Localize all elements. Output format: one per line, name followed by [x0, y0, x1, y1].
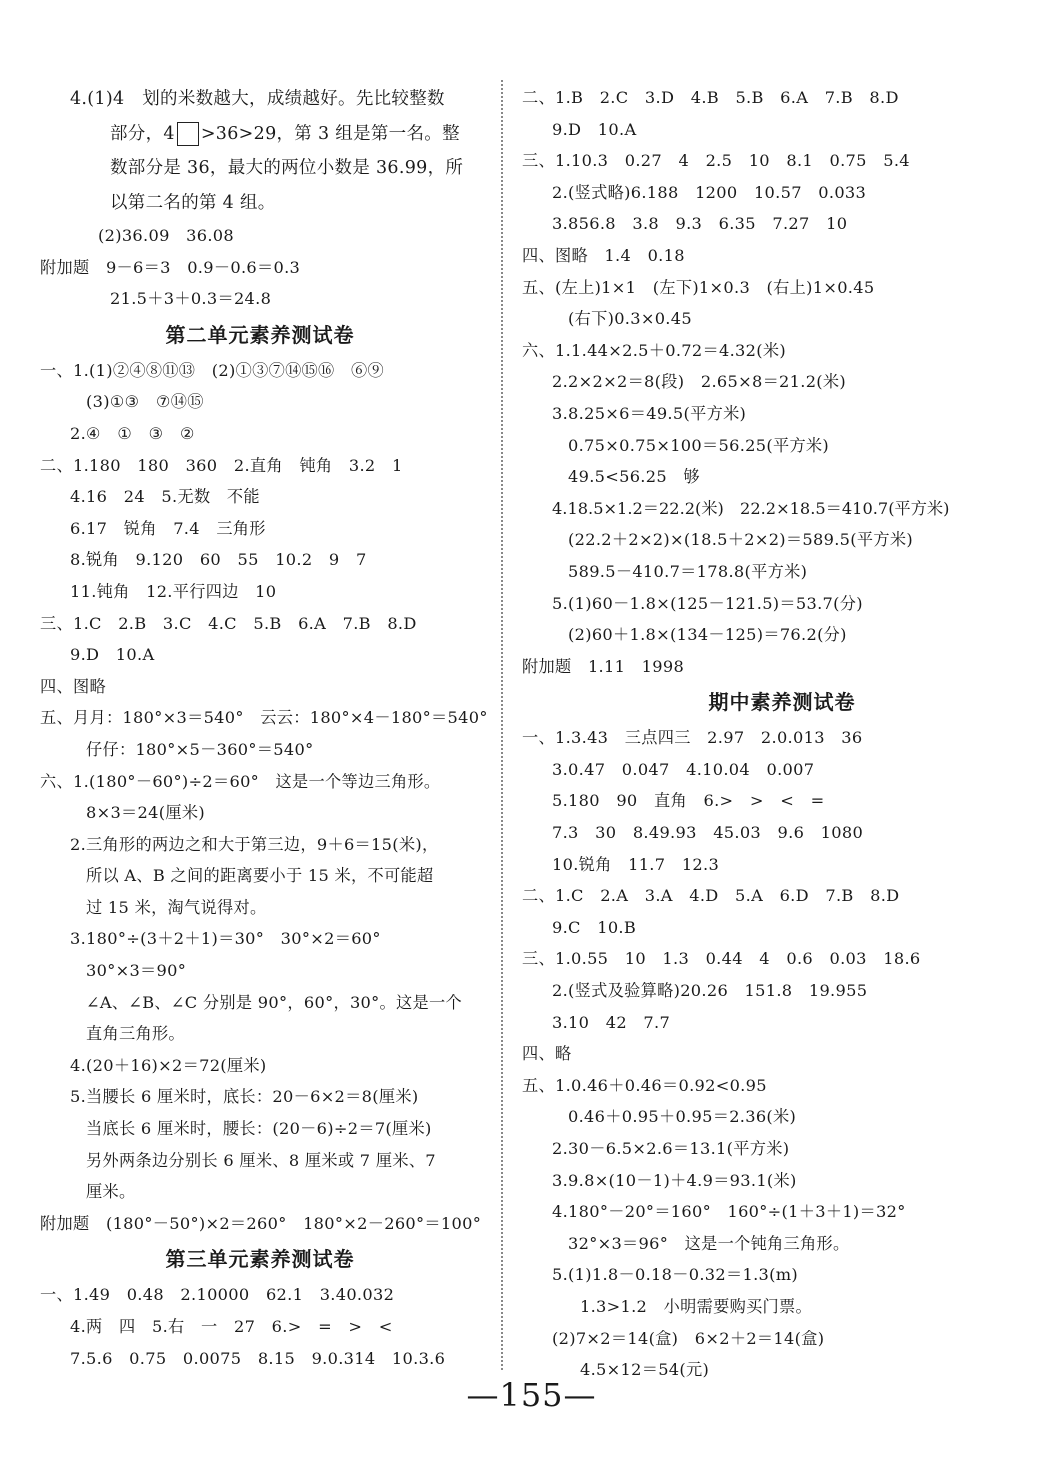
- answer-line: 32°×3＝96° 这是一个钝角三角形。: [568, 1233, 850, 1253]
- answer-line: 2.④ ① ③ ②: [70, 423, 195, 443]
- answer-line: (2)7×2＝14(盒) 6×2＋2＝14(盒): [552, 1328, 825, 1348]
- answer-line: 过 15 米，淘气说得对。: [86, 897, 267, 917]
- answer-line: 附加题 1.11 1998: [522, 656, 685, 676]
- left-column: [40, 82, 488, 1374]
- answer-line: 四、图略: [40, 676, 106, 696]
- answer-text: >36>29，第 3 组是第一名。整: [200, 123, 460, 144]
- answer-line: 49.5<56.25 够: [568, 467, 700, 487]
- answer-line: 五、(左上)1×1 (左下)1×0.3 (右上)1×0.45: [522, 277, 875, 297]
- answer-line: 五、1.0.46＋0.46＝0.92<0.95: [522, 1075, 767, 1095]
- section-title: 期中素养测试卷: [708, 690, 856, 715]
- answer-line: 30°×3＝90°: [86, 961, 187, 981]
- answer-line: 4.18.5×1.2＝22.2(米) 22.2×18.5＝410.7(平方米): [552, 498, 950, 518]
- answer-line: 2.2×2×2＝8(段) 2.65×8＝21.2(米): [552, 372, 847, 392]
- answer-line: 三、1.10.3 0.27 4 2.5 10 8.1 0.75 5.4: [522, 151, 910, 171]
- column-divider: [501, 80, 503, 1370]
- answer-line: 8.锐角 9.120 60 55 10.2 9 7: [70, 550, 367, 570]
- answer-line: 仔仔：180°×5－360°＝540°: [86, 739, 314, 759]
- answer-line: 一、1.(1)②④⑧⑪⑬ (2)①③⑦⑭⑮⑯ ⑥⑨: [40, 360, 384, 380]
- answer-line: (右下)0.3×0.45: [568, 309, 692, 329]
- answer-line: 2.(竖式略)6.188 1200 10.57 0.033: [552, 182, 867, 202]
- answer-line: 5.(1)1.8－0.18－0.32＝1.3(m): [552, 1265, 798, 1285]
- answer-line: 四、略: [522, 1044, 572, 1064]
- answer-line: (22.2＋2×2)×(18.5＋2×2)＝589.5(平方米): [568, 530, 913, 550]
- answer-line: 4.5×12＝54(元): [580, 1360, 710, 1380]
- answer-line: 3.180°÷(3＋2＋1)＝30° 30°×2＝60°: [70, 929, 381, 949]
- answer-line: 21.5＋3＋0.3＝24.8: [110, 289, 272, 309]
- answer-line: 4.180°－20°＝160° 160°÷(1＋3＋1)＝32°: [552, 1202, 906, 1222]
- answer-line: (2)60＋1.8×(134－125)＝76.2(分): [568, 625, 847, 645]
- answer-text: 部分，4: [110, 123, 175, 144]
- answer-line: 4.两 四 5.右 一 27 6.> = > <: [70, 1317, 393, 1336]
- answer-line: 2.30－6.5×2.6＝13.1(平方米): [552, 1139, 790, 1158]
- answer-line: 1.3>1.2 小明需要购买门票。: [580, 1296, 813, 1316]
- answer-line: 589.5－410.7＝178.8(平方米): [568, 561, 808, 581]
- section-title: 第三单元素养测试卷: [165, 1247, 355, 1272]
- answer-line: 9.D 10.A: [552, 119, 637, 139]
- answer-line: 2.(竖式及验算略)20.26 151.8 19.955: [552, 981, 868, 1001]
- answer-line: 2.三角形的两边之和大于第三边，9＋6＝15(米)，: [70, 834, 439, 854]
- answer-line: 7.3 30 8.49.93 45.03 9.6 1080: [552, 823, 864, 843]
- answer-line: 六、1.(180°－60°)÷2＝60° 这是一个等边三角形。: [40, 771, 441, 791]
- answer-line: 3.8.25×6＝49.5(平方米): [552, 403, 747, 423]
- answer-line: 二、1.B 2.C 3.D 4.B 5.B 6.A 7.B 8.D: [522, 88, 899, 107]
- answer-line: 3.10 42 7.7: [552, 1012, 671, 1032]
- answer-line: 3.9.8×(10－1)＋4.9＝93.1(米): [552, 1170, 797, 1190]
- answer-line: 三、1.C 2.B 3.C 4.C 5.B 6.A 7.B 8.D: [40, 613, 417, 633]
- answer-line: 10.锐角 11.7 12.3: [552, 854, 720, 874]
- answer-line: 六、1.1.44×2.5＋0.72＝4.32(米): [522, 340, 786, 360]
- answer-line: 6.17 锐角 7.4 三角形: [70, 518, 266, 538]
- answer-line: 所以 A、B 之间的距离要小于 15 米，不可能超: [86, 866, 434, 886]
- answer-line: 5.180 90 直角 6.> > < =: [552, 791, 825, 811]
- answer-line: 3.856.8 3.8 9.3 6.35 7.27 10: [552, 214, 848, 234]
- answer-line: 四、图略 1.4 0.18: [522, 245, 685, 265]
- blank-box: [177, 122, 199, 146]
- answer-line: 二、1.C 2.A 3.A 4.D 5.A 6.D 7.B 8.D: [522, 886, 900, 906]
- answer-line: 一、1.49 0.48 2.10000 62.1 3.40.032: [40, 1285, 395, 1305]
- answer-line: (2)36.09 36.08: [98, 226, 234, 245]
- page-number: —155—: [466, 1376, 597, 1414]
- answer-line: 直角三角形。: [86, 1024, 185, 1044]
- answer-line: 0.46＋0.95＋0.95＝2.36(米): [568, 1107, 797, 1127]
- answer-line: 厘米。: [86, 1182, 136, 1202]
- answer-line: 当底长 6 厘米时，腰长：(20－6)÷2＝7(厘米): [86, 1119, 432, 1139]
- answer-line: 0.75×0.75×100＝56.25(平方米): [568, 435, 830, 455]
- answer-line: 11.钝角 12.平行四边 10: [70, 581, 277, 601]
- answer-line: [40, 117, 480, 152]
- answer-line: 4.(1)4 划的米数越大，成绩越好。先比较整数: [70, 89, 445, 109]
- answer-line: 附加题 (180°－50°)×2＝260° 180°×2－260°＝100°: [40, 1213, 482, 1233]
- answer-line: 一、1.3.43 三点四三 2.97 2.0.013 36: [522, 728, 863, 748]
- answer-line: 附加题 9－6＝3 0.9－0.6＝0.3: [40, 257, 301, 277]
- answer-line: 9.D 10.A: [70, 645, 155, 665]
- answer-line: 数部分是 36，最大的两位小数是 36.99，所: [110, 158, 464, 178]
- section-title: 第二单元素养测试卷: [165, 322, 355, 347]
- answer-line: 另外两条边分别长 6 厘米、8 厘米或 7 厘米、7: [86, 1150, 436, 1170]
- answer-line: 4.16 24 5.无数 不能: [70, 487, 260, 507]
- answer-line: 3.0.47 0.047 4.10.04 0.007: [552, 759, 815, 779]
- answer-line: 5.当腰长 6 厘米时，底长：20－6×2＝8(厘米): [70, 1087, 419, 1107]
- answer-line: 以第二名的第 4 组。: [110, 192, 276, 213]
- answer-line: (3)①③ ⑦⑭⑮: [86, 392, 204, 412]
- right-column: [522, 82, 1042, 1386]
- answer-line: 8×3＝24(厘米): [86, 803, 205, 823]
- answer-line: 9.C 10.B: [552, 917, 637, 937]
- answer-line: 二、1.180 180 360 2.直角 钝角 3.2 1: [40, 455, 403, 475]
- answer-line: ∠A、∠B、∠C 分别是 90°，60°，30°。这是一个: [86, 992, 462, 1012]
- answer-line: 三、1.0.55 10 1.3 0.44 4 0.6 0.03 18.6: [522, 949, 921, 969]
- answer-line: 5.(1)60－1.8×(125－121.5)＝53.7(分): [552, 593, 863, 613]
- answer-line: 7.5.6 0.75 0.0075 8.15 9.0.314 10.3.6: [70, 1348, 446, 1368]
- answer-line: 4.(20＋16)×2＝72(厘米): [70, 1055, 267, 1075]
- answer-line: 五、月月：180°×3＝540° 云云：180°×4－180°＝540°: [40, 708, 488, 728]
